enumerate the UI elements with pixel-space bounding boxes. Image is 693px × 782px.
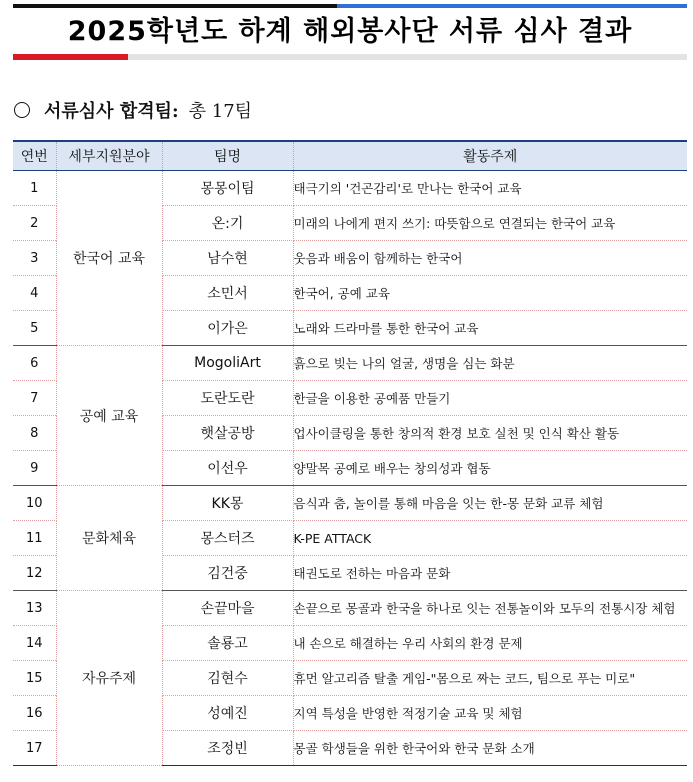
topic-cell: 휴먼 알고리즘 탈출 게임-"몸으로 짜는 코드, 팀으로 푸는 미로": [293, 661, 687, 696]
summary-value: 총 17팀: [188, 101, 253, 122]
row-number: 16: [13, 696, 56, 731]
table-row: [13, 346, 687, 381]
team-name-cell: 조정빈: [162, 731, 293, 766]
row-number: 7: [13, 381, 56, 416]
team-name-cell: 김건중: [162, 556, 293, 591]
row-number: 14: [13, 626, 56, 661]
row-number: 15: [13, 661, 56, 696]
row-number: 1: [13, 171, 56, 206]
title-top-bar: [13, 4, 687, 8]
row-number: 17: [13, 731, 56, 766]
table-row: [13, 171, 687, 206]
topic-cell: 업사이클링을 통한 창의적 환경 보호 실천 및 인식 확산 활동: [293, 416, 687, 451]
team-name-cell: 성예진: [162, 696, 293, 731]
summary-label: 서류심사 합격팀:: [44, 101, 179, 122]
row-number: 2: [13, 206, 56, 241]
team-name-cell: 이선우: [162, 451, 293, 486]
column-header-team: 팀명: [162, 141, 293, 171]
row-number: 4: [13, 276, 56, 311]
team-name-cell: 이가은: [162, 311, 293, 346]
title-bottom-bar: [13, 54, 687, 60]
topic-cell: 한국어, 공예 교육: [293, 276, 687, 311]
topic-cell: 지역 특성을 반영한 적정기술 교육 및 체험: [293, 696, 687, 731]
team-name-cell: 남수현: [162, 241, 293, 276]
field-cell: 공예 교육: [56, 346, 162, 486]
team-name-cell: 몽몽이팀: [162, 171, 293, 206]
column-header-no: 연번: [13, 141, 56, 171]
topic-cell: 음식과 춤, 놀이를 통해 마음을 잇는 한-몽 문화 교류 체험: [293, 486, 687, 521]
topic-cell: K-PE ATTACK: [293, 521, 687, 556]
summary-line: [14, 95, 252, 125]
results-table: [13, 140, 687, 766]
topic-cell: 태권도로 전하는 마음과 문화: [293, 556, 687, 591]
topic-cell: 노래와 드라마를 통한 한국어 교육: [293, 311, 687, 346]
topic-cell: 몽골 학생들을 위한 한국어와 한국 문화 소개: [293, 731, 687, 766]
column-header-topic: 활동주제: [293, 141, 687, 171]
team-name-cell: MogoliArt: [162, 346, 293, 381]
team-name-cell: 솔룡고: [162, 626, 293, 661]
row-number: 9: [13, 451, 56, 486]
title-banner: [13, 4, 687, 60]
team-name-cell: 손끝마을: [162, 591, 293, 626]
table-header-row: [13, 141, 687, 171]
column-header-field: 세부지원분야: [56, 141, 162, 171]
topic-cell: 웃음과 배움이 함께하는 한국어: [293, 241, 687, 276]
topic-cell: 태극기의 '건곤감리'로 만나는 한국어 교육: [293, 171, 687, 206]
row-number: 6: [13, 346, 56, 381]
topic-cell: 한글을 이용한 공예품 만들기: [293, 381, 687, 416]
table-row: [13, 486, 687, 521]
field-cell: 자유주제: [56, 591, 162, 766]
row-number: 5: [13, 311, 56, 346]
row-number: 12: [13, 556, 56, 591]
circle-bullet-icon: [14, 102, 30, 118]
topic-cell: 양말목 공예로 배우는 창의성과 협동: [293, 451, 687, 486]
topic-cell: 흙으로 빚는 나의 얼굴, 생명을 심는 화분: [293, 346, 687, 381]
field-cell: 한국어 교육: [56, 171, 162, 346]
team-name-cell: 김현수: [162, 661, 293, 696]
topic-cell: 미래의 나에게 편지 쓰기: 따뜻함으로 연결되는 한국어 교육: [293, 206, 687, 241]
field-cell: 문화체육: [56, 486, 162, 591]
team-name-cell: 햇살공방: [162, 416, 293, 451]
row-number: 11: [13, 521, 56, 556]
row-number: 13: [13, 591, 56, 626]
topic-cell: 내 손으로 해결하는 우리 사회의 환경 문제: [293, 626, 687, 661]
table-row: [13, 591, 687, 626]
row-number: 8: [13, 416, 56, 451]
team-name-cell: 소민서: [162, 276, 293, 311]
team-name-cell: KK몽: [162, 486, 293, 521]
row-number: 10: [13, 486, 56, 521]
page-title: 2025학년도 하계 해외봉사단 서류 심사 결과: [67, 16, 633, 47]
topic-cell: 손끝으로 몽골과 한국을 하나로 잇는 전통놀이와 모두의 전통시장 체험: [293, 591, 687, 626]
team-name-cell: 도란도란: [162, 381, 293, 416]
row-number: 3: [13, 241, 56, 276]
team-name-cell: 온:기: [162, 206, 293, 241]
team-name-cell: 몽스터즈: [162, 521, 293, 556]
